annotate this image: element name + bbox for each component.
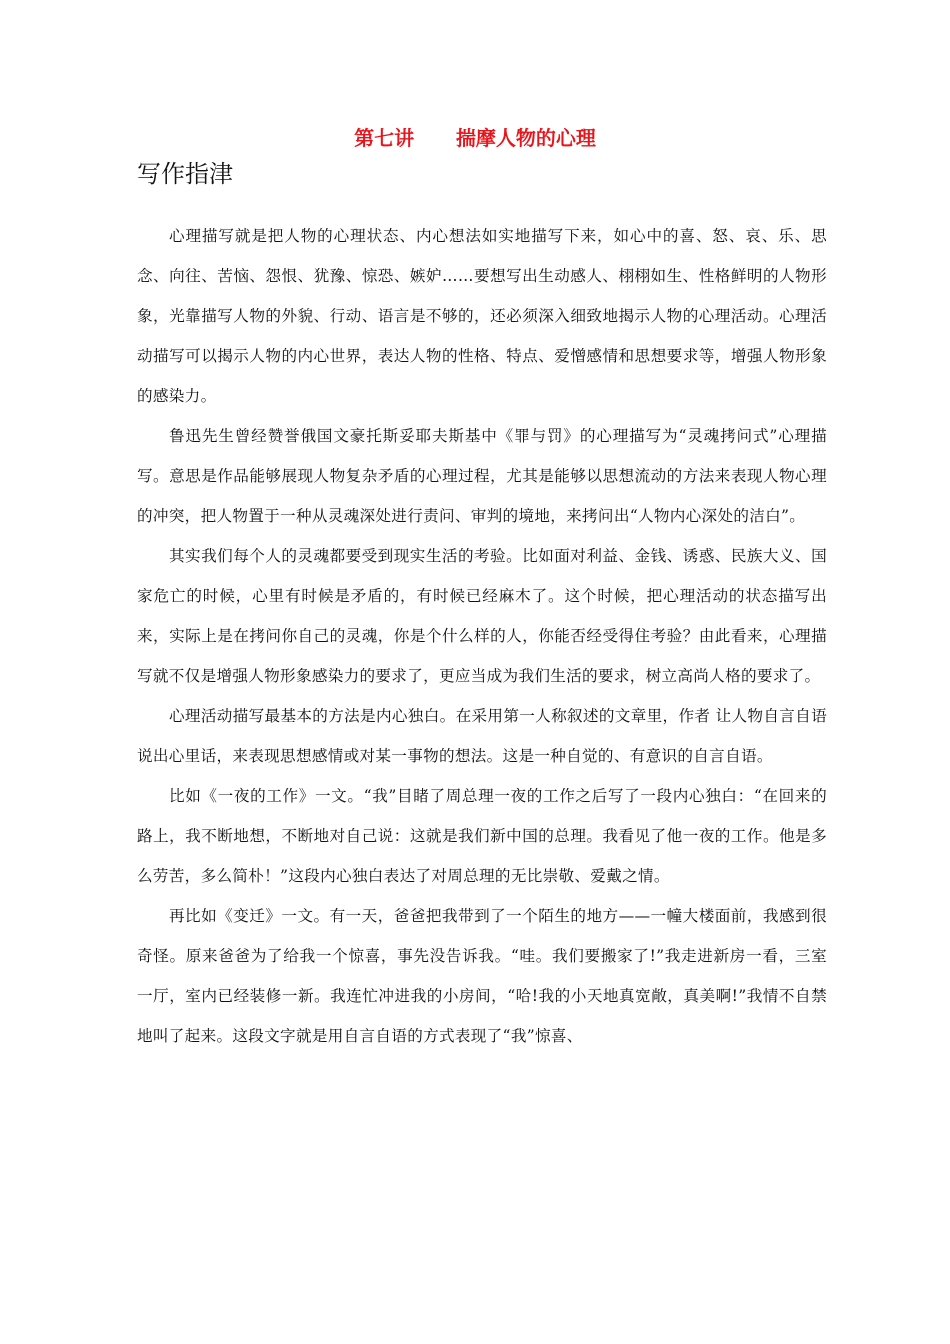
paragraph: 再比如《变迁》一文。有一天，爸爸把我带到了一个陌生的地方——一幢大楼面前，我感到很奇怪。原来爸爸为了给我一个惊喜，事先没告诉我。“哇。我们要搬家了!”我走进新房一看，三室一厅，室内已经装修一新。我连忙冲进我的小房间，“哈!我的小天地真宽敞，真美啊!”我情不自禁地叫了起来。这段文字就是用自言自语的方式表现了“我”惊喜、 <box>137 907 827 1045</box>
paragraph: 比如《一夜的工作》一文。“我”目睹了周总理一夜的工作之后写了一段内心独白：“在回来的路上，我不断地想，不断地对自己说：这就是我们新中国的总理。我看见了他一夜的工作。他是多么劳苦，多么简朴！”这段内心独白表达了对周总理的无比崇敬、爱戴之情。 <box>137 787 827 885</box>
section-heading: 写作指津 <box>137 160 233 188</box>
paragraph: 心理描写就是把人物的心理状态、内心想法如实地描写下来，如心中的喜、怒、哀、乐、思念、向往、苦恼、怨恨、犹豫、惊恐、嫉妒……要想写出生动感人、栩栩如生、性格鲜明的人物形象，光靠描写人物的外貌、行动、语言是不够的，还必须深入细致地揭示人物的心理活动。心理活动描写可以揭示人物的内心世界，表达人物的性格、特点、爱憎感情和思想要求等，增强人物形象的感染力。 <box>137 227 827 405</box>
lesson-title: 第七讲 揣摩人物的心理 <box>354 126 596 150</box>
paragraph: 鲁迅先生曾经赞誉俄国文豪托斯妥耶夫斯基中《罪与罚》的心理描写为“灵魂拷问式”心理描写。意思是作品能够展现人物复杂矛盾的心理过程，尤其是能够以思想流动的方法来表现人物心理的冲突，把人物置于一种从灵魂深处进行责问、审判的境地，来拷问出“人物内心深处的洁白”。 <box>137 427 827 525</box>
document-body <box>137 216 827 1056</box>
paragraph: 其实我们每个人的灵魂都要受到现实生活的考验。比如面对利益、金钱、诱惑、民族大义、国家危亡的时候，心里有时候是矛盾的，有时候已经麻木了。这个时候，把心理活动的状态描写出来，实际上是在拷问你自己的灵魂，你是个什么样的人，你能否经受得住考验？由此看来，心理描写就不仅是增强人物形象感染力的要求了，更应当成为我们生活的要求，树立高尚人格的要求了。 <box>137 547 827 685</box>
paragraph: 心理活动描写最基本的方法是内心独白。在采用第一人称叙述的文章里，作者 让人物自言自语说出心里话，来表现思想感情或对某一事物的想法。这是一种自觉的、有意识的自言自语。 <box>137 707 827 765</box>
